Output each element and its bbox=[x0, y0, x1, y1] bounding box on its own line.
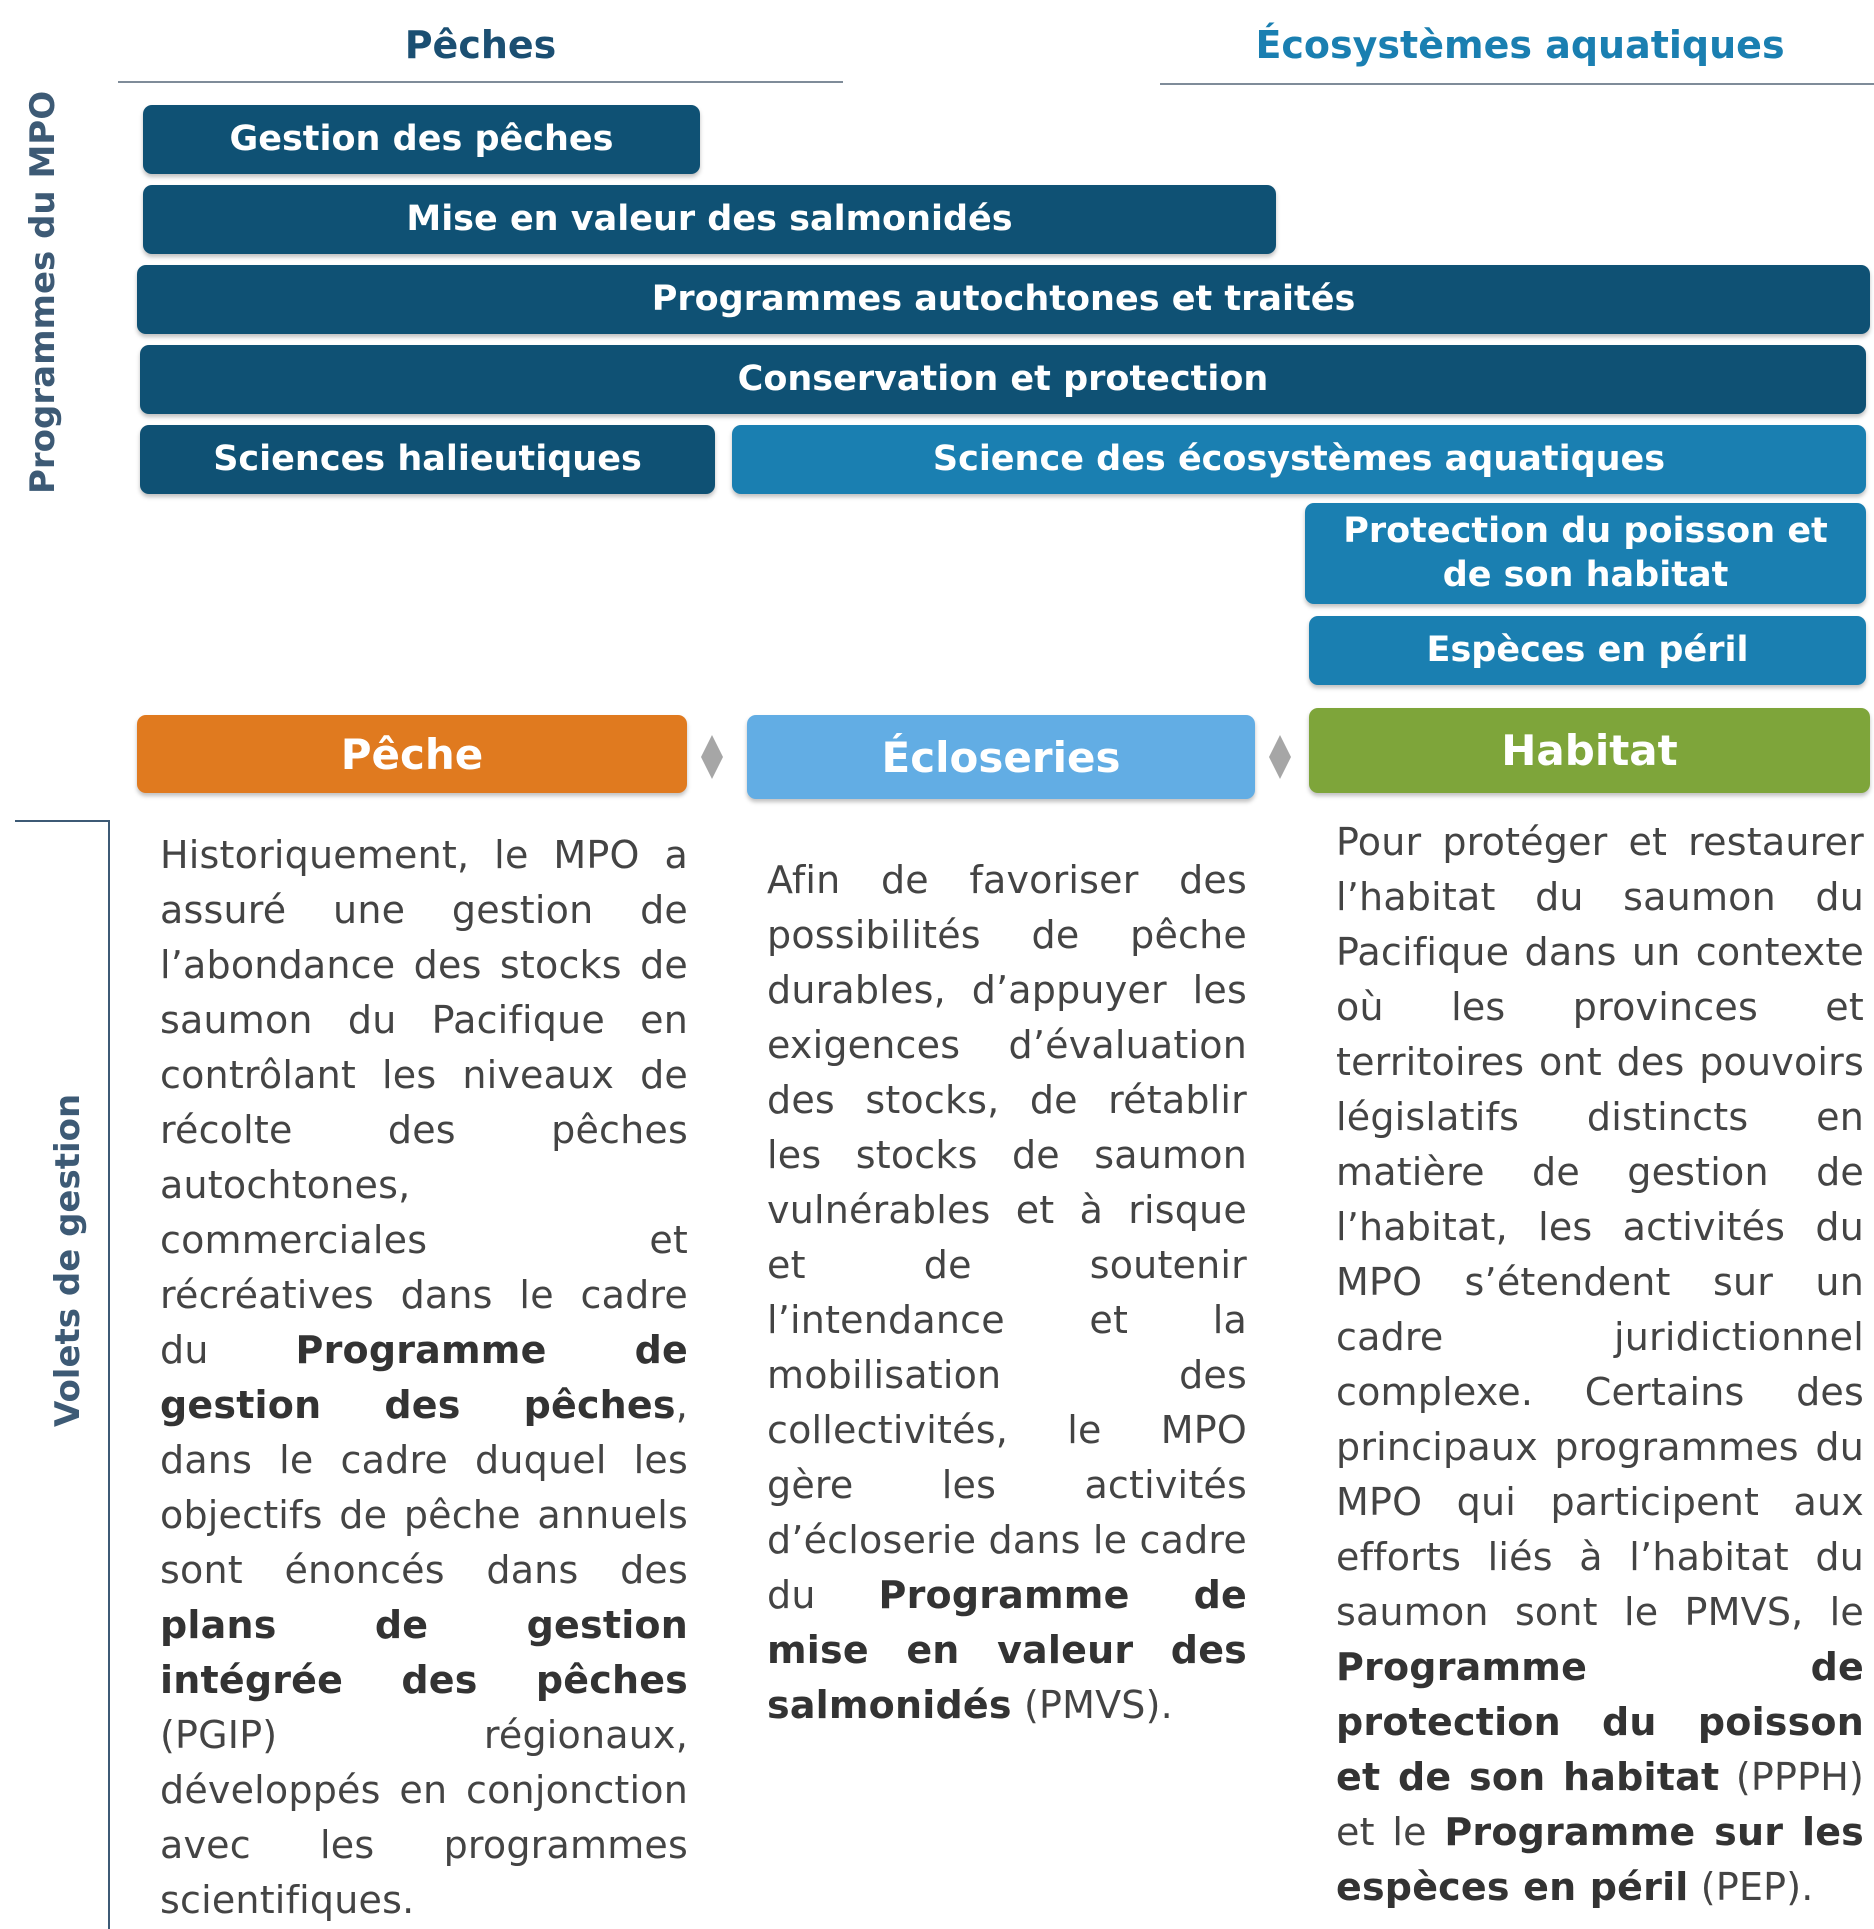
program-gestion-des-peches: Gestion des pêches bbox=[143, 105, 700, 174]
category-ecloseries: Écloseries bbox=[747, 715, 1255, 799]
program-especes-en-peril: Espèces en péril bbox=[1309, 616, 1866, 685]
program-conservation-protection: Conservation et protection bbox=[140, 345, 1866, 414]
peche-description: Historiquement, le MPO a assuré une gestion de l’abondance des stocks de saumon du Pacifique en contrôlant les niveaux de récolte des pêches autochtones, commerciales et récréatives dans le cadre du Programme de gestion des pêches, dans le cadre duquel les objectifs de pêche annuels sont énoncés dans des plans de gestion intégrée des pêches (PGIP) régionaux, développés en conjonction avec les programmes scientifiques. bbox=[160, 833, 688, 1922]
program-mise-en-valeur-salmonides: Mise en valeur des salmonidés bbox=[143, 185, 1276, 254]
program-autochtones-traites: Programmes autochtones et traités bbox=[137, 265, 1870, 334]
category-peche: Pêche bbox=[137, 715, 687, 793]
habitat-description: Pour protéger et restaurer l’habitat du saumon du Pacifique dans un contexte où les provinces et territoires ont des pouvoirs législatifs distincts en matière de gestion de l’habitat, les activités du MPO s’étendent sur un cadre juridictionnel complexe. Certains des principaux programmes du MPO qui participent aux efforts liés à l’habitat du saumon sont le PMVS, le Programme de protection du poisson et de son habitat (PPPH) et le Programme sur les espèces en péril (PEP). bbox=[1336, 820, 1865, 1909]
diamond-separator-icon bbox=[701, 735, 723, 779]
program-science-ecosystemes: Science des écosystèmes aquatiques bbox=[732, 425, 1866, 494]
side-label-programmes: Programmes du MPO bbox=[23, 90, 63, 494]
header-ecosystemes-underline bbox=[1160, 83, 1874, 85]
header-peches: Pêches bbox=[404, 23, 557, 67]
program-sciences-halieutiques: Sciences halieutiques bbox=[140, 425, 715, 494]
ecloseries-description: Afin de favoriser des possibilités de pêche durables, d’appuyer les exigences d’évaluation des stocks, de rétablir les stocks de saumon vulnérables et à risque et de soutenir l’intendance et la mobilisation des collectivités, le MPO gère les activités d’écloserie dans le cadre du Programme de mise en valeur des salmonidés (PMVS). bbox=[767, 858, 1247, 1727]
header-peches-underline bbox=[118, 81, 843, 83]
bracket-top bbox=[15, 820, 110, 822]
header-ecosystemes: Écosystèmes aquatiques bbox=[1255, 23, 1785, 67]
category-habitat: Habitat bbox=[1309, 708, 1870, 793]
diamond-separator-icon bbox=[1269, 735, 1291, 779]
bracket-vertical bbox=[108, 820, 110, 1929]
side-label-volets: Volets de gestion bbox=[48, 1093, 88, 1427]
program-protection-poisson-habitat: Protection du poisson et de son habitat bbox=[1305, 503, 1866, 604]
